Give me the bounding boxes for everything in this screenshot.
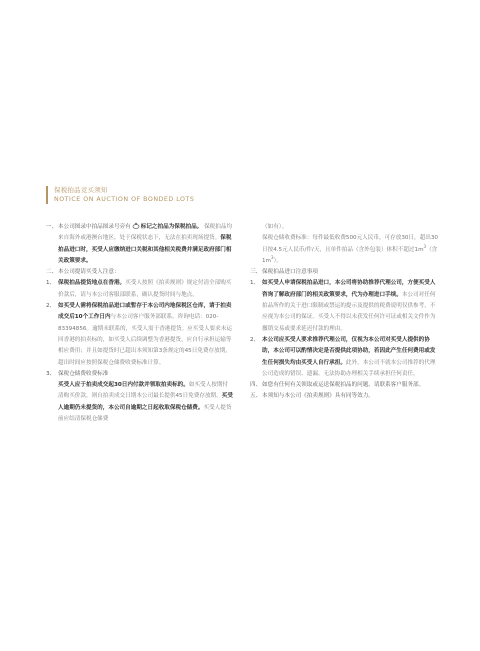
item-three-title: 保税仓储费收费标准 [58, 370, 109, 377]
import-item-two-text-b: 此外，本公司不就本公司推荐的代理公司造成的错误、遗漏、无法协助办理相关手续承担任何责任。 [262, 359, 436, 377]
section-one-text-b: 标记之拍品为保税拍品。 [140, 224, 203, 230]
section-five-label: 五、 [250, 393, 262, 400]
gold-ring-icon [132, 222, 140, 229]
section-four-label: 四、 [250, 382, 262, 389]
section-two-text: 本公司提请买受人注意： [58, 269, 120, 276]
item-two [46, 301, 233, 369]
section-one-text-c: 保税拍品均来自海外或港澳台地区，处于保税状态下，无法在拍卖现场提货。 [58, 224, 233, 242]
import-item-two [250, 335, 440, 380]
volume-superscript-2: 3 [271, 254, 274, 260]
section-four-text: 如您有任何有关领取或运送保税拍品的问题，请联系客户服务部。 [262, 382, 425, 389]
item-one [46, 278, 233, 301]
section-one [46, 222, 233, 267]
storage-fee-text-a: （如有）。 [262, 224, 288, 230]
right-column [250, 222, 440, 403]
section-one-text-a: 本公司图录中拍品图录号旁有 [58, 224, 131, 230]
item-three [46, 369, 233, 425]
heading-title-en: NOTICE ON AUCTION OF BONDED LOTS [54, 196, 195, 203]
import-item-two-text-a: 本公司应买受人要求推荐代理公司，仅视为本公司对买受人提供的协助，本公司可以酌情决定是否提供此项协助，若因此产生任何费用或发生任何损失均由买受人自行承担。 [262, 336, 436, 366]
item-one-text-b: 买受人按照《拍卖规则》规定付清全部购买价款后，请与本公司客服部联系，确认提货时间与地点。 [58, 280, 232, 298]
import-item-one [250, 278, 440, 334]
section-three-label: 三、 [250, 269, 262, 276]
item-three-text-d: 买受人提货前应结清保税仓储费 [58, 404, 232, 423]
section-five-text: 本须知与本公司《拍卖规则》具有同等效力。 [262, 393, 374, 400]
section-one-text-d: 保税拍品进口时，买受人应缴纳进口关税和其他相关税费并满足政府部门相关政策要求。 [58, 235, 232, 264]
item-one-label: 1、 [46, 280, 56, 287]
section-five [250, 391, 440, 402]
section-three [250, 267, 440, 278]
section-three-text: 保税拍品进口注意事项 [262, 269, 318, 276]
section-heading [46, 186, 194, 204]
item-two-text-b: 与本公司客户服务部联系。咨询电话：020-83394856。逾期未联系的，买受人需于香港提货。应买受人要求未运回香港的拍卖标的，如买受人后续调整为香港提货，应自行承担运输等相应费用；并且如提货时已超出本须知第3条规定的45日免费存放期，超出时间应按照保税仓储费收费标准计算。 [58, 314, 232, 366]
import-item-one-text-a: 如买受人申请保税拍品进口，本公司将协助推荐代理公司，方便买受人咨询了解政府部门的相关政策要求，代为办理进口手续。 [262, 280, 436, 298]
heading-title-cn: 保税拍品竞买须知 [54, 186, 108, 194]
storage-fee-text-b: 保税仓储收费标准：每件最低收费500元人民币，可存放30日，超出30日按4.5元人民币/件/天，且单件拍品（含外包装）体积不超过1m [262, 235, 438, 253]
volume-superscript-1: 3 [423, 243, 427, 249]
item-two-text-a: 如买受人需将保税拍品进口或暂存于本公司内地保税区仓库，请于拍卖成交后10个工作日内 [58, 303, 232, 321]
section-one-label: 一、 [46, 224, 58, 230]
item-one-text-a: 保税拍品提货地点在香港。 [58, 280, 126, 287]
import-item-two-label: 2、 [250, 336, 260, 343]
storage-fee-text-c: （含1m [262, 246, 438, 264]
section-four [250, 380, 440, 391]
import-item-one-label: 1、 [250, 280, 260, 287]
import-item-one-text-b: 本公司对任何拍品所作的关于进口限制或禁运的提示及提供的税费说明仅供参考，不应视为本公司的保证。买受人不得以未获发任何许可证或相关文件作为撤销交易或要求延迟付款的理由。 [262, 291, 436, 332]
item-three-text-c: 买受人逾期仍未提货的，本公司自逾期之日起收取保税仓储费。 [58, 393, 233, 411]
item-three-text-a: 买受人应于拍卖成交起30日内付款并领取拍卖标的。 [58, 382, 189, 389]
storage-fee-text-d: ）。 [273, 257, 282, 264]
section-two-label: 二、 [46, 269, 58, 276]
left-column [46, 222, 233, 425]
item-two-label: 2、 [46, 303, 56, 310]
section-two [46, 267, 233, 278]
storage-fee-continued [250, 222, 440, 267]
item-three-label: 3、 [46, 370, 56, 377]
item-three-text-b: 如买受人按期付清购买价款，则自拍卖成交日期本公司最长提供45日免费存放期。 [58, 382, 229, 400]
